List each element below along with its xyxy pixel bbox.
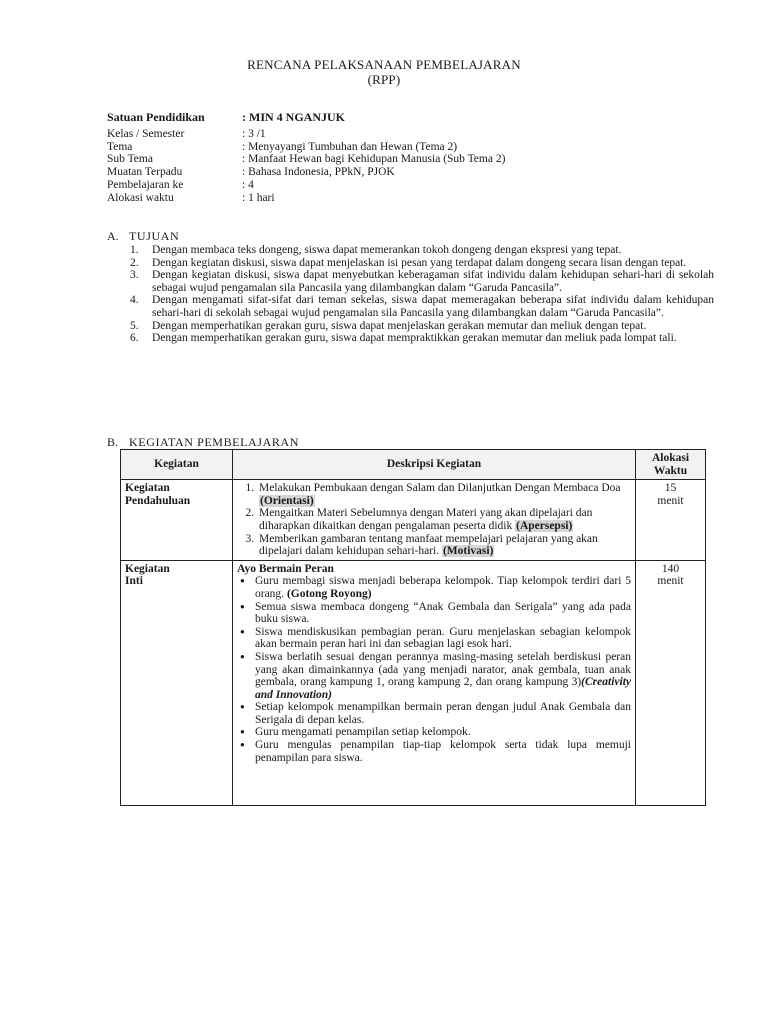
goal-item [130, 244, 714, 257]
cell-deskripsi [233, 560, 636, 805]
bullet-item [255, 601, 631, 626]
bullet-text: Semua siswa membaca dongeng “Anak Gembala dan Serigala” yang ada pada buku siswa. [255, 600, 631, 626]
goal-item [130, 269, 714, 294]
goal-item [130, 294, 714, 319]
info-label: Satuan Pendidikan [107, 110, 205, 124]
info-value: : MIN 4 NGANJUK [242, 110, 345, 124]
info-value: : Manfaat Hewan bagi Kehidupan Manusia (Sub Tema 2) [242, 153, 506, 165]
section-heading: TUJUAN [129, 229, 180, 243]
info-label: Pembelajaran ke [107, 179, 184, 191]
goal-item [130, 332, 714, 345]
time-unit: menit [657, 494, 684, 507]
goal-item [130, 320, 714, 333]
bullet-tag: (Creativity and Innovation) [255, 676, 631, 701]
goal-text: Dengan memperhatikan gerakan guru, siswa dapat mempraktikkan gerakan memutar dan meliuk pada lompat tali. [152, 332, 677, 345]
step-text: Mengaitkan Materi Sebelumnya dengan Materi yang akan dipelajari dan diharapkan dikaitkan dengan pengalaman peserta didik [259, 507, 593, 532]
step-tag: (Orientasi) [260, 494, 314, 507]
activity-name: Kegiatan [125, 562, 170, 575]
step-item [257, 507, 631, 532]
activity-name: Inti [125, 575, 143, 588]
time-value: 140 [661, 562, 680, 575]
bullet-text: Guru mengamati penampilan setiap kelompok. [255, 726, 471, 739]
bullet-text: Setiap kelompok menampilkan bermain peran dengan judul Anak Gembala dan Serigala di depan kelas. [255, 701, 631, 726]
goal-number: 6. [130, 332, 139, 345]
cell-kegiatan [121, 480, 233, 561]
activity-name: Kegiatan [125, 482, 170, 495]
section-letter: B. [107, 435, 119, 449]
activity-table [120, 449, 706, 806]
step-tag: (Motivasi) [442, 545, 494, 558]
step-tag: (Apersepsi) [516, 519, 573, 532]
goal-list [130, 244, 714, 345]
info-value: : 3 /1 [242, 128, 266, 140]
info-value: : Bahasa Indonesia, PPkN, PJOK [242, 166, 395, 178]
table-row-inti [121, 560, 706, 805]
goal-number: 2. [130, 256, 139, 269]
header-alokasi: Alokasi Waktu [636, 450, 706, 480]
bullet-item [255, 651, 631, 701]
info-label: Muatan Terpadu [107, 166, 183, 178]
info-label: Tema [107, 141, 133, 153]
goal-text: Dengan kegiatan diskusi, siswa dapat menjelaskan isi pesan yang terdapat dalam dongeng secara lisan dengan tepat. [152, 256, 687, 269]
step-item [257, 482, 631, 507]
document-subtitle: (RPP) [367, 72, 401, 87]
bullet-list [237, 575, 631, 764]
bullet-item [255, 726, 631, 739]
goal-number: 3. [130, 269, 139, 282]
bullet-item [255, 575, 631, 600]
info-value: : 4 [242, 179, 254, 191]
info-value: : 1 hari [242, 192, 275, 204]
cell-alokasi [636, 560, 706, 805]
activity-subheading: Ayo Bermain Peran [237, 562, 334, 575]
bullet-text: Guru membagi siswa menjadi beberapa kelompok. Tiap kelompok terdiri dari 5 orang. [255, 575, 631, 600]
step-text: Melakukan Pembukaan dengan Salam dan Dilanjutkan Dengan Membaca Doa [259, 482, 621, 495]
goal-text: Dengan memperhatikan gerakan guru, siswa dapat menjelaskan gerakan memutar dan meliuk dengan tepat. [152, 319, 647, 332]
goal-text: Dengan kegiatan diskusi, siswa dapat menyebutkan keberagaman sifat individu dalam kehidupan sehari-hari di sekolah sebagai wujud pengamalan sila Pancasila yang dilambangkan dalam “Garuda Pancasila”. [152, 269, 714, 294]
header-kegiatan: Kegiatan [121, 450, 233, 480]
goal-text: Dengan membaca teks dongeng, siswa dapat memerankan tokoh dongeng dengan ekspresi yang tepat. [152, 244, 622, 256]
goal-number: 5. [130, 319, 139, 332]
header-deskripsi: Deskripsi Kegiatan [233, 450, 636, 480]
info-label: Alokasi waktu [107, 192, 174, 204]
step-text: Memberikan gambaran tentang manfaat mempelajari pelajaran yang akan dipelajari dalam kehidupan sehari-hari. [259, 532, 598, 558]
section-heading: KEGIATAN PEMBELAJARAN [129, 435, 299, 449]
time-value: 15 [664, 482, 677, 495]
goal-text: Dengan mengamati sifat-sifat dari teman sekelas, siswa dapat memeragakan beberapa sifat individu dalam kehidupan sehari-hari di sekolah sebagai wujud pengamalan sila Pancasila yang dilambangkan dalam “Garuda Pancasila”. [152, 294, 714, 319]
bullet-text: Siswa mendiskusikan pembagian peran. Guru menjelaskan sebagian kelompok akan bermain peran hari ini dan sebagian lagi esok hari. [255, 625, 631, 651]
step-list [237, 482, 631, 558]
cell-alokasi [636, 480, 706, 561]
cell-deskripsi [233, 480, 636, 561]
bullet-item [255, 701, 631, 726]
bullet-text: Guru mengulas penampilan tiap-tiap kelompok serta tidak lupa memuji penampilan para siswa. [255, 739, 631, 764]
goal-number: 1. [130, 244, 139, 256]
time-unit: menit [657, 575, 684, 588]
info-label: Sub Tema [107, 153, 153, 165]
table-header-row [121, 450, 706, 480]
info-value: : Menyayangi Tumbuhan dan Hewan (Tema 2) [242, 141, 458, 153]
bullet-item [255, 626, 631, 651]
info-label: Kelas / Semester [107, 128, 185, 140]
section-letter: A. [107, 229, 119, 243]
bullet-text: Siswa berlatih sesuai dengan perannya masing-masing setelah berdiskusi peran yang akan dimainkannya (ada yang menjadi narator, anak gembala, tuan anak gembala, orang kampung 1, orang kampung 2, dan orang kampung 3) [255, 650, 631, 689]
table-row-pendahuluan [121, 480, 706, 561]
cell-kegiatan [121, 560, 233, 805]
goal-number: 4. [130, 294, 139, 307]
goal-item [130, 257, 714, 270]
document-title: RENCANA PELAKSANAAN PEMBELAJARAN [247, 57, 521, 72]
bullet-item [255, 739, 631, 764]
bullet-tag: (Gotong Royong) [286, 587, 372, 600]
activity-name: Pendahuluan [125, 494, 191, 507]
step-item [257, 533, 631, 558]
